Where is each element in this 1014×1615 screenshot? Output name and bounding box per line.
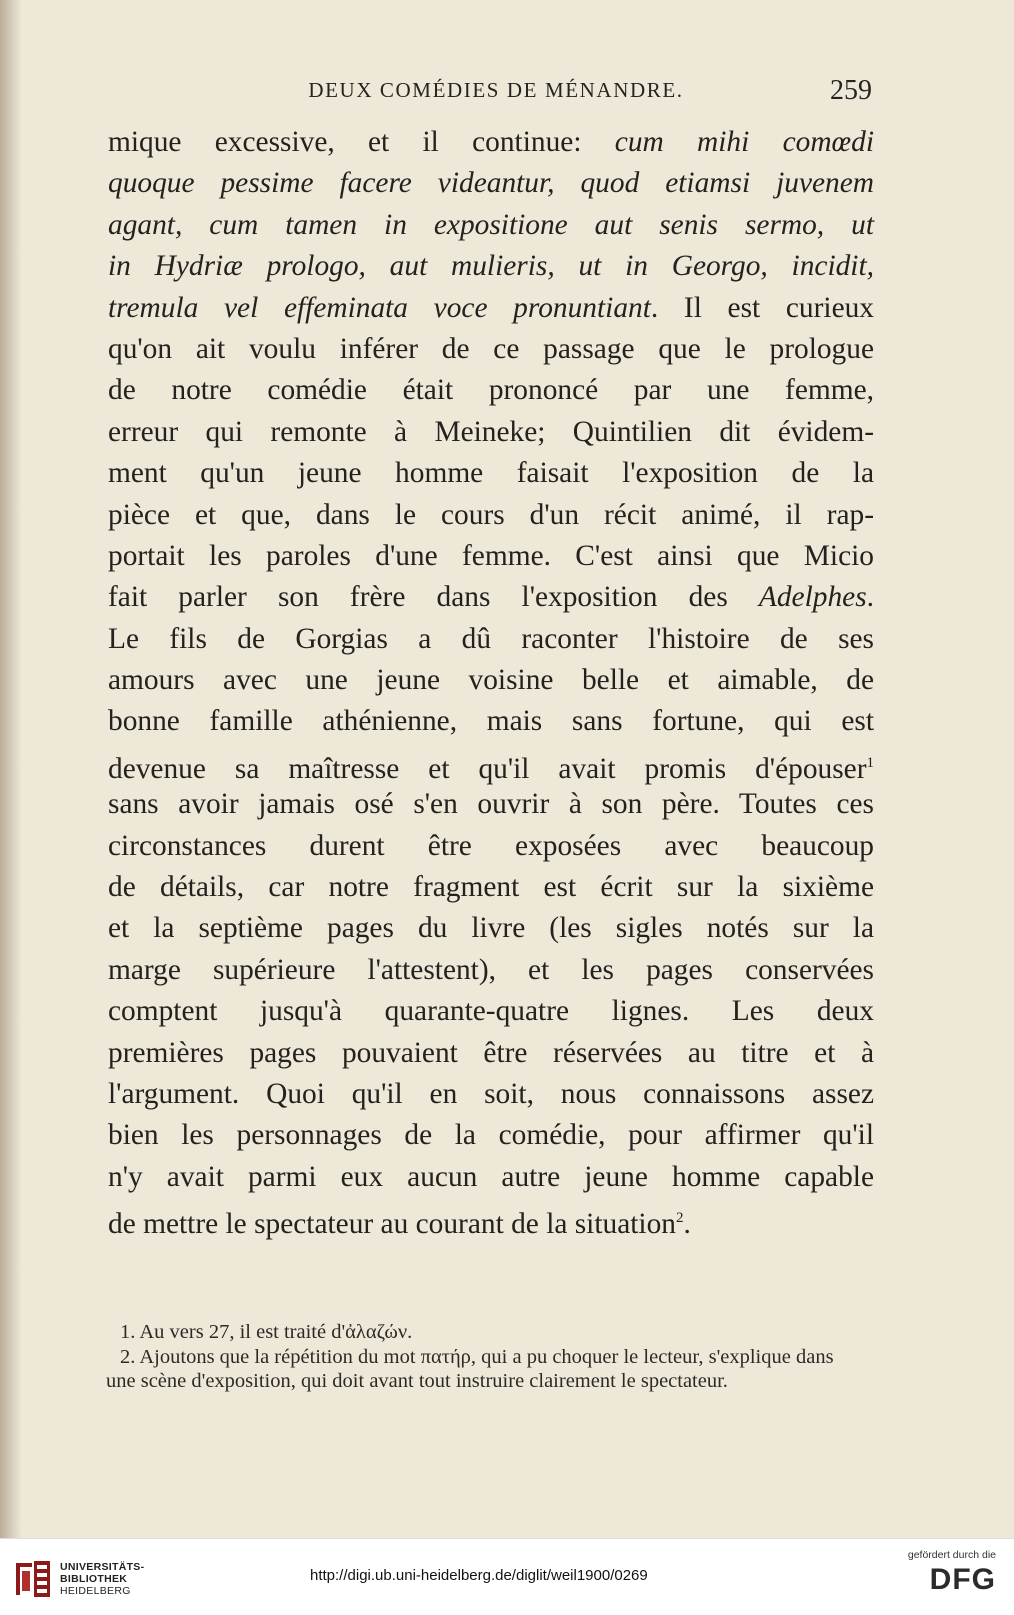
text-line: [108, 991, 874, 1032]
text-line: [108, 453, 874, 494]
library-name-line-2: BIBLIOTHEK: [60, 1573, 128, 1585]
book-gutter-shadow: [0, 0, 22, 1538]
library-name-line-3: HEIDELBERG: [60, 1585, 131, 1597]
text-segment: de notre comédie était prononcé par une femme,: [108, 374, 874, 407]
text-line: [108, 536, 874, 577]
text-segment: Le fils de Gorgias a dû raconter l'histoire de ses: [108, 622, 874, 655]
permalink-url[interactable]: http://digi.ub.uni-heidelberg.de/diglit/weil1900/0269: [310, 1567, 648, 1584]
text-line: [108, 495, 874, 536]
text-segment: portait les paroles d'une femme. C'est ainsi que Micio: [108, 539, 874, 572]
text-line: [108, 246, 874, 287]
footnote-1: 1. Au vers 27, il est traité d'ἀλαζών.: [120, 1321, 413, 1343]
text-line: [108, 950, 874, 991]
viewer-footer: [0, 1538, 1014, 1615]
university-library-logo-icon: [12, 1557, 54, 1601]
funding-caption: gefördert durch die: [907, 1549, 996, 1561]
italic-latin-quote: tremula vel effeminata voce pronuntiant: [108, 291, 651, 324]
footnote-2: 2. Ajoutons que la répétition du mot πατήρ, qui a pu choquer le lecteur, s'explique dans une scène d'exposition, qui doit avant tout instruire clairement le spectateur.: [106, 1345, 834, 1392]
text-segment: et la septième pages du livre (les sigles notés sur la: [108, 912, 874, 945]
text-segment: n'y avait parmi eux aucun autre jeune homme capable: [108, 1160, 874, 1193]
text-segment: marge supérieure l'attestent), et les pages conservées: [108, 953, 874, 986]
text-line: [108, 701, 874, 742]
text-line: [108, 1198, 874, 1239]
text-line: [108, 288, 874, 329]
body-text: [108, 122, 874, 1240]
text-segment: .: [866, 581, 874, 614]
italic-latin-quote: agant,: [108, 208, 210, 241]
text-line: [108, 784, 874, 825]
text-segment: bien les personnages de la comédie, pour affirmer qu'il: [108, 1119, 874, 1152]
funder-block: [908, 1549, 996, 1597]
text-line: [108, 122, 874, 163]
text-line: [108, 205, 874, 246]
library-name-line-1: UNIVERSITÄTS-: [60, 1561, 145, 1573]
text-segment: amours avec une jeune voisine belle et aimable, de: [108, 664, 874, 697]
italic-latin-quote: in Hydriæ prologo, aut mulieris, ut in Georgo, incidit,: [108, 250, 874, 283]
text-segment: devenue sa maîtresse et qu'il avait promis d'épouser: [108, 752, 867, 785]
text-line: [108, 908, 874, 949]
italic-latin-quote: quoque pessime facere videantur, quod etiamsi juvenem: [108, 167, 874, 200]
text-line: [108, 412, 874, 453]
text-line: [108, 577, 874, 618]
dfg-logo-icon: DFG: [929, 1563, 996, 1596]
text-segment: qu'on ait voulu inférer de ce passage que le prologue: [108, 332, 874, 365]
text-segment: sans avoir jamais osé s'en ouvrir à son père. Toutes ces: [108, 788, 874, 821]
text-segment: circonstances durent être exposées avec beaucoup: [108, 829, 874, 862]
text-segment: mique excessive, et il continue:: [108, 126, 615, 158]
text-segment: de mettre le spectateur au courant de la situation: [108, 1207, 676, 1240]
italic-latin-quote: cum mihi comœdi: [614, 126, 875, 158]
text-line: [108, 660, 874, 701]
text-line: [108, 1157, 874, 1198]
text-line: [108, 329, 874, 370]
running-title: DEUX COMÉDIES DE MÉNANDRE.: [308, 78, 684, 102]
text-line: [108, 826, 874, 867]
text-line: [108, 1115, 874, 1156]
footnote-ref: 1: [866, 754, 874, 771]
text-line: [108, 370, 874, 411]
text-line: [108, 619, 874, 660]
footnote-ref: 2: [675, 1210, 684, 1227]
text-segment: l'argument. Quoi qu'il en soit, nous connaissons assez: [108, 1077, 874, 1110]
text-line: [108, 1074, 874, 1115]
text-line: [108, 1033, 874, 1074]
text-segment: erreur qui remonte à Meineke; Quintilien dit évidem-: [108, 415, 874, 448]
page-number: 259: [830, 75, 872, 106]
text-segment: fait parler son frère dans l'exposition des: [108, 581, 759, 614]
footnotes: [106, 1320, 866, 1394]
library-name: [60, 1561, 144, 1597]
italic-latin-quote: Adelphes: [758, 581, 867, 614]
page-header: [110, 75, 872, 106]
text-line: [108, 867, 874, 908]
text-segment: pièce et que, dans le cours d'un récit animé, il rap-: [108, 498, 874, 531]
text-segment: bonne famille athénienne, mais sans fortune, qui est: [108, 705, 874, 738]
text-line: [108, 743, 874, 784]
text-segment: de détails, car notre fragment est écrit sur la sixième: [108, 871, 874, 904]
text-segment: comptent jusqu'à quarante-quatre lignes. Les deux: [108, 995, 874, 1028]
text-segment: ment qu'un jeune homme faisait l'exposition de la: [108, 457, 874, 490]
text-segment: .: [683, 1207, 691, 1240]
italic-latin-quote: cum tamen in expositione aut senis sermo, ut: [209, 208, 874, 241]
text-line: [108, 163, 874, 204]
text-segment: premières pages pouvaient être réservées au titre et à: [108, 1036, 874, 1069]
text-segment: . Il est curieux: [650, 291, 875, 324]
